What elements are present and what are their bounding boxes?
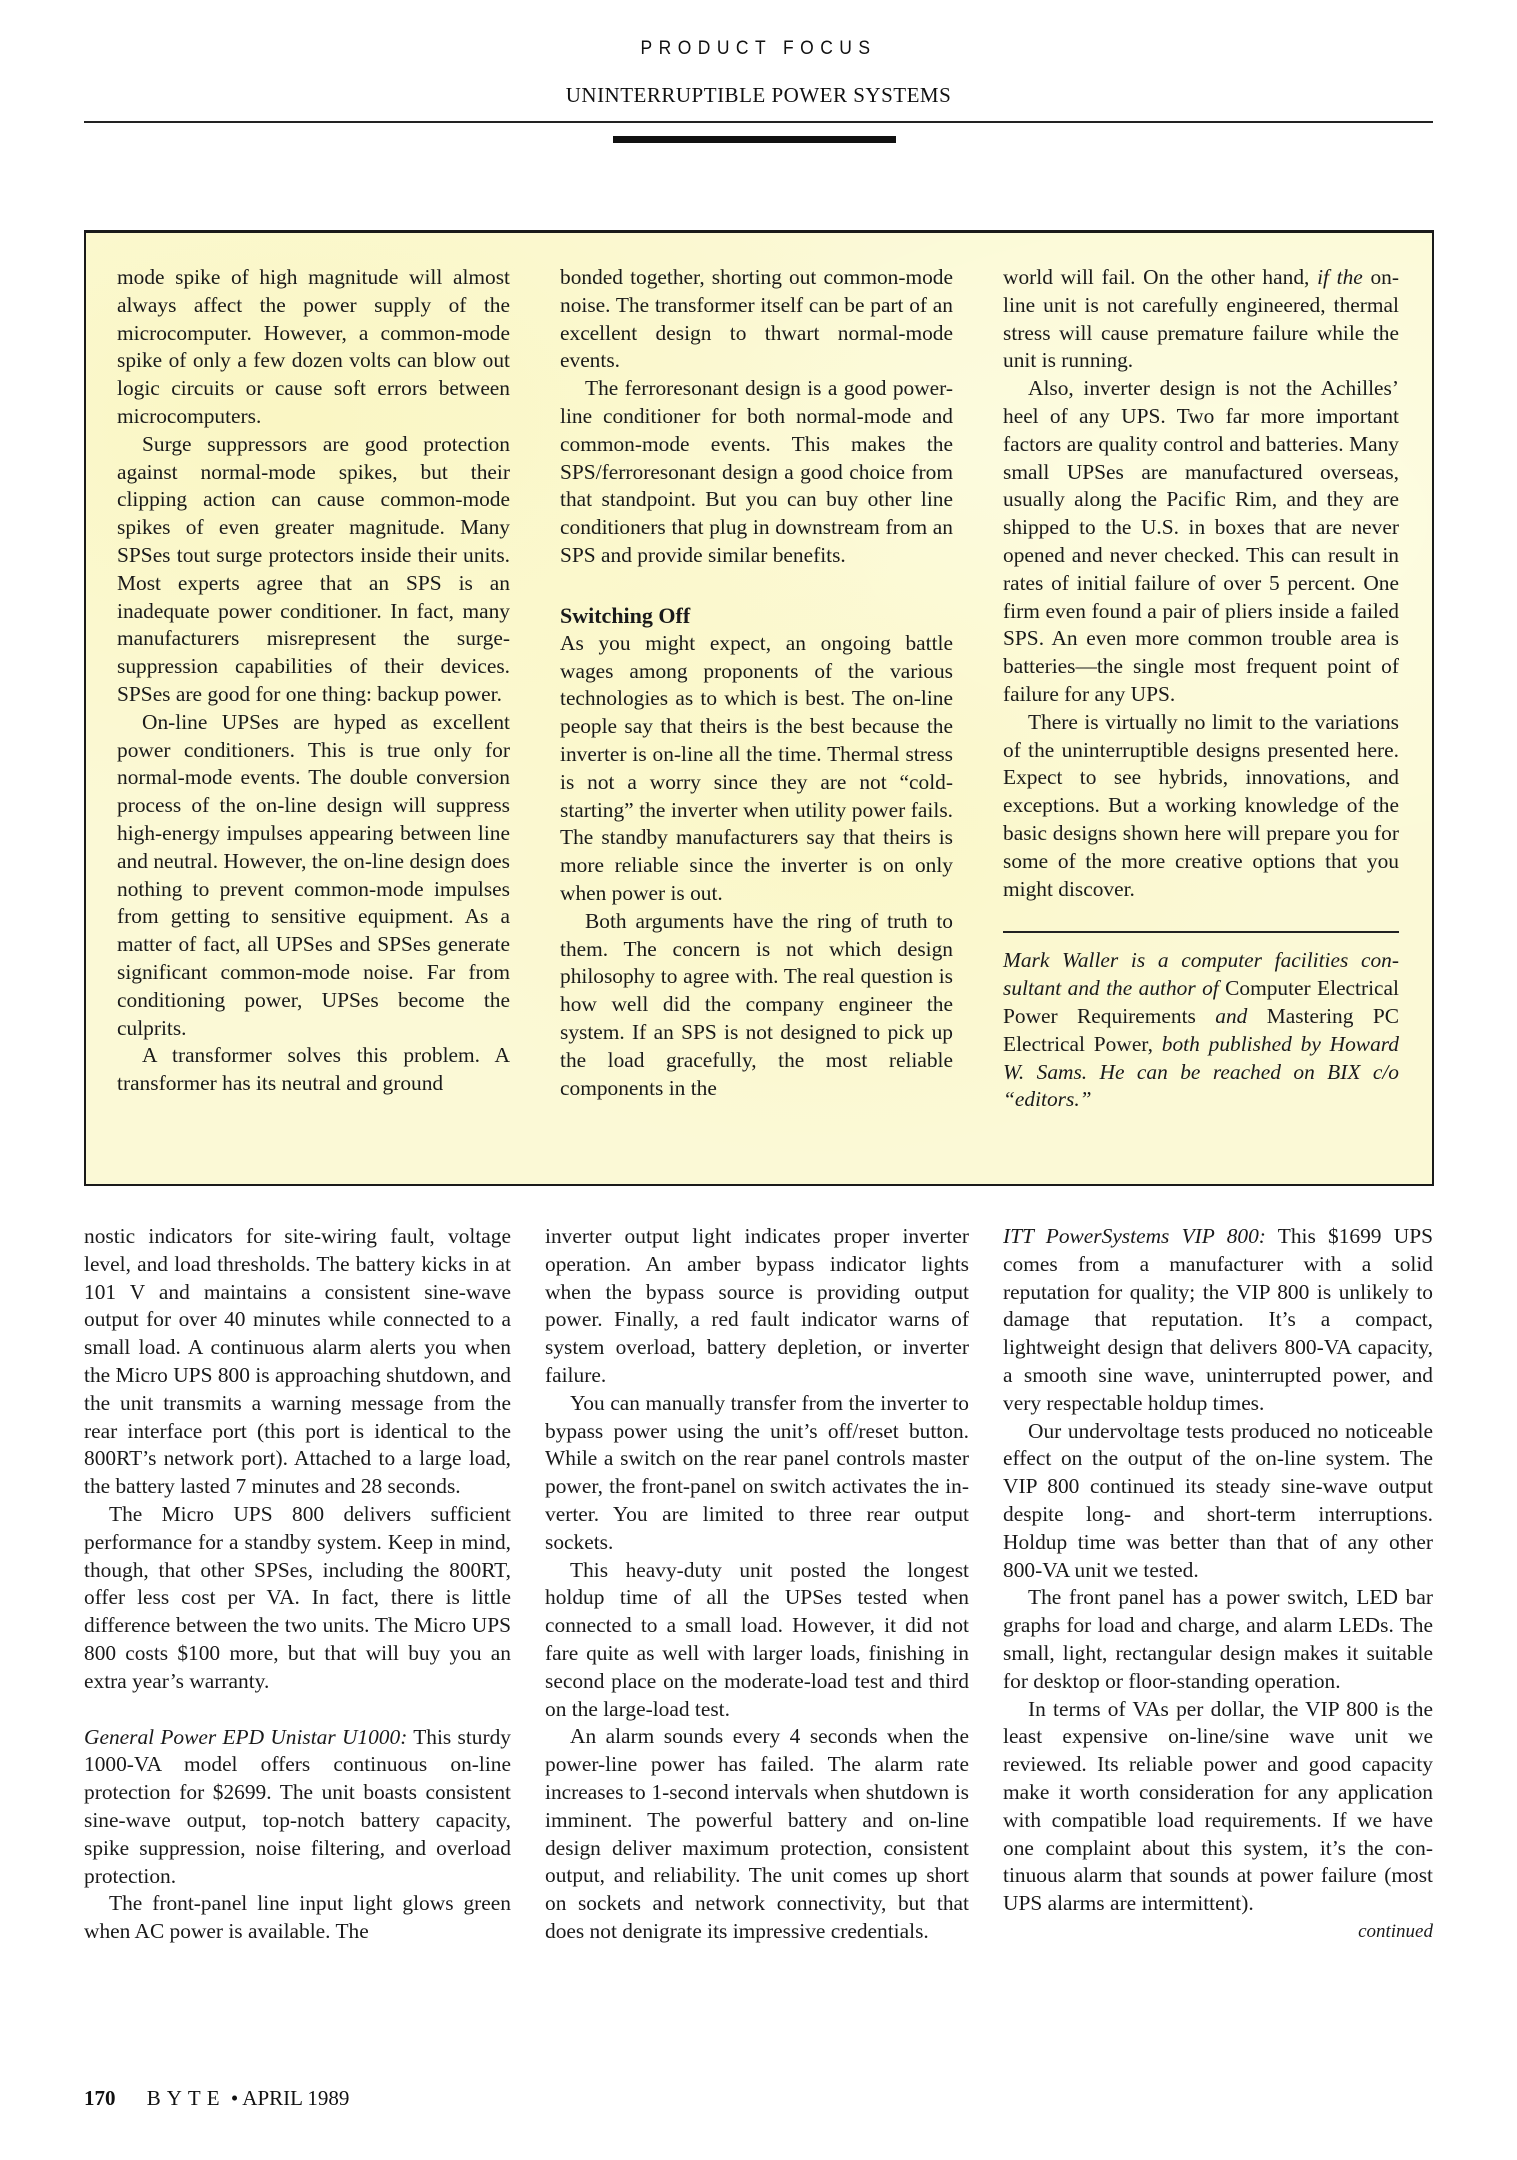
paragraph: inverter output light indicates proper inverter operation. An amber bypass indicator lights when the bypass source is providing output power. Finally, a red fault indicator warns of system overload, battery depletion, or inverter failure. <box>545 1224 969 1387</box>
product-name: ITT PowerSystems VIP 800: <box>1003 1224 1266 1248</box>
paragraph: The Micro UPS 800 delivers sufficient performance for a standby system. Keep in mind, though, that other SPSes, including the 800RT, offer less cost per VA. In fact, there is little difference between the two units. The Micro UPS 800 costs $100 more, but that will buy you an extra year’s warranty. <box>84 1501 511 1693</box>
section-title: UNINTERRUPTIBLE POWER SYSTEMS <box>565 83 952 107</box>
book-title: Computer Electrical Power Requirements <box>1003 976 1399 1028</box>
page-number: 170 <box>84 2086 116 2110</box>
paragraph: You can manually transfer from the inverter to bypass power using the unit’s off/reset button. While a switch on the rear panel controls master power, the front-panel on switch activates the inverter. You are limited to three rear output sockets. <box>545 1390 969 1554</box>
magazine-name: BYTE <box>146 2086 226 2110</box>
paragraph: Our undervoltage tests produced no noticeable effect on the output of the on-line system. The VIP 800 continued its steady sine-wave output despite long- and short-term interruptions. Holdup time was better than that of any other 800-VA unit we tested. <box>1003 1418 1433 1582</box>
paragraph: Surge suppressors are good protection against normal-mode spikes, but their clipping action can cause common-mode spikes of even greater magnitude. Many SPSes tout surge protectors inside their units. Most experts agree that an SPS is an inadequate power conditioner. In fact, many manufacturers misrepresent the surge-suppression capabilities of their devices. SPSes are good for one thing: backup power. <box>117 431 510 706</box>
paragraph: On-line UPSes are hyped as excellent power conditioners. This is true only for normal-mode events. The double conversion process of the on-line design will suppress high-energy impulses appearing between line and neutral. However, the on-line design does nothing to prevent common-mode impulses from getting to sensitive equipment. As a matter of fact, all UPSes and SPSes generate significant common-mode noise. Far from conditioning power, UPSes become the culprits. <box>117 709 510 1040</box>
paragraph: An alarm sounds every 4 seconds when the power-line power has failed. The alarm rate increases to 1-second intervals when shutdown is imminent. The powerful battery and on-line design deliver maximum protection, consistent output, and reliability. The unit comes up short on sockets and network connectivity, but that does not denigrate its impressive credentials. <box>545 1724 969 1943</box>
paragraph: As you might expect, an ongoing battle wages among proponents of the various technologies as to which is best. The on-line people say that theirs is the best because the inverter is on-line all the time. Thermal stress is not a worry since they are not “cold-starting” the inverter when utility power fails. The standby manufacturers say that theirs is more reliable since the inverter is on only when power is out. <box>560 630 953 905</box>
paragraph: Both arguments have the ring of truth to them. The concern is not which design philosophy to agree with. The real question is how well did the company engineer the system. If an SPS is not designed to pick up the load gracefully, the most reliable components in the <box>560 908 953 1100</box>
paragraph: mode spike of high magnitude will almost always affect the power supply of the microcomputer. However, a common-mode spike of only a few dozen volts can blow out logic circuits or cause soft errors between microcomputers. <box>117 265 510 428</box>
subheading: Switching Off <box>560 602 691 628</box>
issue-date: APRIL 1989 <box>242 2086 350 2110</box>
product-review-intro: General Power EPD Unistar U1000: This sturdy 1000-VA model offers continuous on-line protection for $2699. The unit boasts consistent sine-wave output, top-notch battery capacity, spike suppression, noise filtering, and overload protection. <box>84 1724 511 1888</box>
footer-separator: • <box>230 2086 239 2110</box>
paragraph: In terms of VAs per dollar, the VIP 800 is the least expensive on-line/sine wave unit we reviewed. Its reliable power and good capacity make it worth consideration for any application with compatible load requirements. If we have one complaint about this system, it’s the continuous alarm that sounds at power failure (most UPS alarms are intermittent). <box>1003 1696 1433 1916</box>
paragraph: There is virtually no limit to the variations of the uninterruptible designs presented here. Expect to see hybrids, innovations, and exceptions. But a working knowledge of the basic designs shown here will prepare you for some of the more creative options that you might discover. <box>1003 709 1399 901</box>
book-title: Mastering PC Electrical Power, <box>1003 1003 1400 1056</box>
paragraph: This heavy-duty unit posted the longest holdup time of all the UPSes tested when connected to a small load. However, it did not fare quite as well with larger loads, finishing in second place on the moderate-load test and third on the large-load test. <box>545 1557 969 1721</box>
article-column-1 <box>84 1223 511 1946</box>
paragraph: The front-panel line input light glows green when AC power is available. The <box>84 1891 511 1944</box>
paragraph: The ferroresonant design is a good power-line conditioner for both normal-mode and common-mode events. This makes the SPS/ferroresonant design a good choice from that standpoint. But you can buy other line conditioners that plug in downstream from an SPS and provide similar benefits. <box>560 376 953 567</box>
author-bio: Mark Waller is a computer facilities consultant and the author of Computer Electrical Power Requirements and Mastering PC Electrical Power, both published by Howard W. Sams. He can be reached on BIX c/o “editors.” <box>1003 948 1400 1112</box>
article-column-2 <box>545 1223 969 1946</box>
paragraph: A transformer solves this problem. A transformer has its neutral and ground <box>117 1043 510 1096</box>
sidebar-column-2 <box>560 264 953 1102</box>
header-accent-bar <box>613 136 896 143</box>
paragraph: Also, inverter design is not the Achilles’ heel of any UPS. Two far more important factors are quality control and batteries. Many small UPSes are manufactured overseas, usually along the Pacific Rim, and they are shipped to the U.S. in boxes that are never opened and never checked. This can result in rates of initial failure of over 5 percent. One firm even found a pair of pliers inside a failed SPS. An even more common trouble area is batteries—the single most frequent point of failure for any UPS. <box>1003 376 1399 706</box>
paragraph: world will fail. On the other hand, if the on-line unit is not carefully engineered, thermal stress will cause premature failure while the unit is running. <box>1003 265 1399 373</box>
article-column-3 <box>1003 1223 1433 1946</box>
header-rule <box>84 121 1433 123</box>
paragraph: bonded together, shorting out common-mode noise. The transformer itself can be part of an excellent design to thwart normal-mode events. <box>560 265 953 373</box>
product-name: General Power EPD Unistar U1000: <box>84 1724 408 1749</box>
page-footer <box>84 2086 349 2111</box>
section-kicker: PRODUCT FOCUS <box>640 38 877 59</box>
sidebar-column-3 <box>1003 264 1399 1114</box>
bio-divider <box>1003 931 1399 933</box>
product-review-intro: ITT PowerSystems VIP 800: This $1699 UPS comes from a manufacturer with a solid reputation for quality; the VIP 800 is unlikely to damage that reputation. It’s a compact, lightweight design that delivers 800-VA capacity, a smooth sine wave, uninterrupted power, and very respectable holdup times. <box>1003 1224 1433 1415</box>
paragraph: The front panel has a power switch, LED bar graphs for load and charge, and alarm LEDs. The small, light, rectangular design makes it suitable for desktop or floor-standing operation. <box>1003 1585 1433 1693</box>
continued-label: continued <box>1358 1920 1433 1942</box>
paragraph: nostic indicators for site-wiring fault, voltage level, and load thresholds. The battery kicks in at 101 V and maintains a consistent sine-wave output for over 40 minutes while connected to a small load. A continuous alarm alerts you when the Micro UPS 800 is approaching shutdown, and the unit transmits a warning message from the rear interface port (this port is identical to the 800RT’s network port). Attached to a large load, the battery lasted 7 minutes and 28 seconds. <box>84 1224 511 1499</box>
sidebar-column-1 <box>117 264 510 1098</box>
